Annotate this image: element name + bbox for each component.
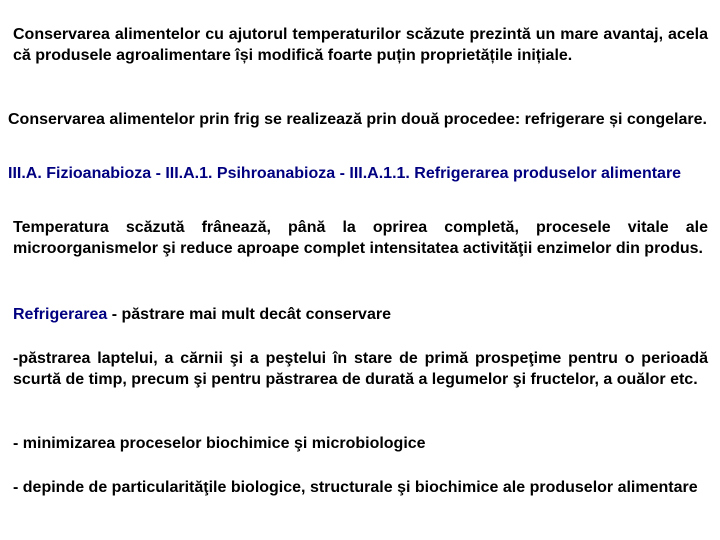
bullet-storage: -păstrarea laptelui, a cărnii şi a peştelui în stare de primă prospeţime pentru o perioadă scurtă de timp, precum şi pentru păstrarea de durată a legumelor şi fructelor, a ouălor etc. <box>13 350 708 388</box>
refrigeration-definition-text: - păstrare mai mult decât conservare <box>107 306 391 323</box>
refrigeration-term: Refrigerarea <box>13 306 108 323</box>
bullet-depends: - depinde de particularităţile biologice, structurale şi biochimice ale produselor alimentare <box>13 479 698 496</box>
methods-paragraph: Conservarea alimentelor prin frig se realizează prin două procedee: refrigerare și congelare. <box>8 111 707 128</box>
bullet-minimize: - minimizarea proceselor biochimice şi microbiologice <box>13 435 426 452</box>
refrigeration-definition <box>13 304 708 325</box>
section-heading: III.A. Fizioanabioza - III.A.1. Psihroanabioza - III.A.1.1. Refrigerarea produselor alimentare <box>8 165 682 182</box>
temperature-effect-paragraph: Temperatura scăzută frânează, până la oprirea completă, procesele vitale ale microorganismelor şi reduce aproape complet intensitatea activităţii enzimelor din produs. <box>13 219 708 257</box>
intro-paragraph: Conservarea alimentelor cu ajutorul temperaturilor scăzute prezintă un mare avantaj, acela că produsele agroalimentare își modifică foarte puțin proprietățile inițiale. <box>13 26 708 64</box>
